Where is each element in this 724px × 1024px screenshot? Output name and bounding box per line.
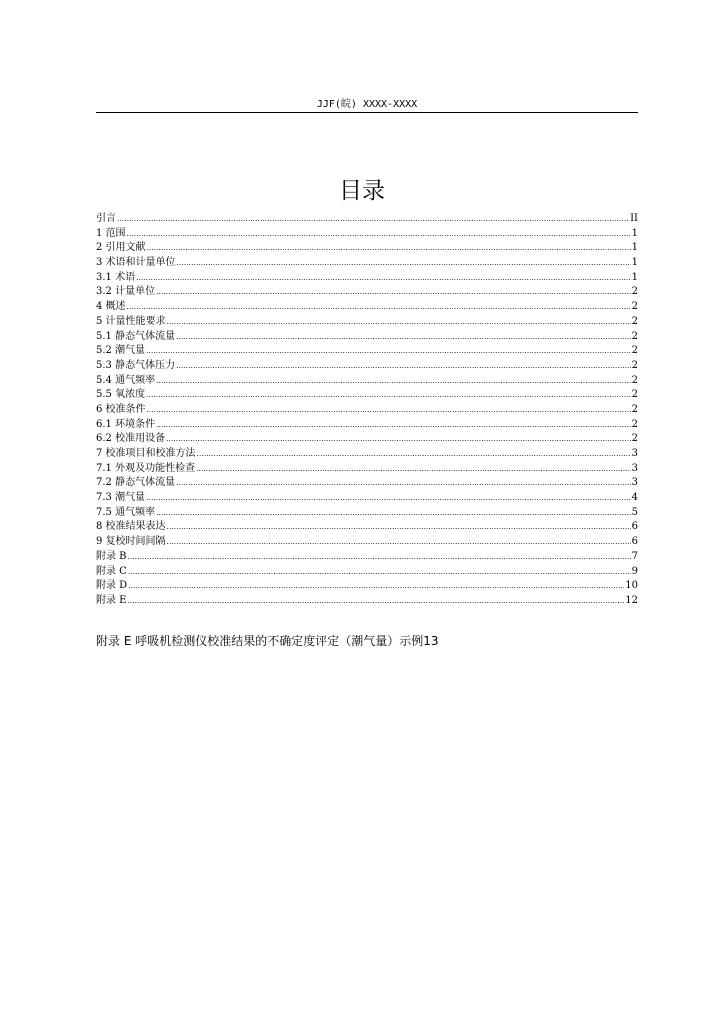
toc-entry-page-number: 2 [631,403,638,415]
toc-entry[interactable] [96,388,638,403]
toc-dot-leader [197,447,631,462]
toc-entry-label: 9 复校时间间隔 [96,536,166,548]
toc-dot-leader [167,315,631,330]
toc-entry-page-number: 4 [631,492,638,504]
toc-dot-leader [128,579,624,594]
header-document-code: JJF(皖) XXXX-XXXX [316,99,418,110]
toc-entry[interactable] [96,241,638,256]
toc-entry-page-number: 10 [625,580,638,592]
toc-dot-leader [127,594,624,609]
toc-entry-page-number: 9 [631,565,638,577]
toc-entry[interactable] [96,476,638,491]
toc-dot-leader [128,550,631,565]
toc-dot-leader [147,403,631,418]
toc-dot-leader [156,374,631,389]
toc-entry-page-number: 1 [631,227,638,239]
toc-entry-label: 引言 [96,213,116,224]
toc-entry-label: 8 校准结果表达 [96,521,166,533]
toc-dot-leader [176,359,631,374]
toc-entry-page-number: 2 [631,286,638,298]
toc-entry-page-number: 6 [631,521,638,533]
toc-entry-page-number: 1 [631,257,638,269]
toc-entry-label: 5 计量性能要求 [96,315,166,327]
toc-entry[interactable] [96,285,638,300]
toc-entry-label: 5.4 通气频率 [96,374,156,386]
toc-dot-leader [156,506,631,521]
toc-entry-label: 1 范围 [96,227,126,239]
toc-entry-label: 3.2 计量单位 [96,286,156,298]
toc-entry[interactable] [96,506,638,521]
toc-entry-page-number: 5 [631,506,638,518]
toc-dot-leader [136,271,631,286]
toc-entry[interactable] [96,315,638,330]
toc-dot-leader [167,535,631,550]
toc-entry[interactable] [96,432,638,447]
toc-entry[interactable] [96,418,638,433]
toc-entry-label: 7.3 潮气量 [96,492,146,504]
toc-entry[interactable] [96,271,638,286]
toc-entry[interactable] [96,300,638,315]
toc-entry-label: 7.5 通气频率 [96,506,156,518]
toc-entry-page-number: 2 [631,374,638,386]
toc-entry-page-number: 2 [631,359,638,371]
toc-entry-page-number: II [630,213,638,224]
toc-entry-label: 附录 C [96,565,127,577]
toc-dot-leader [166,432,631,447]
toc-entry[interactable] [96,550,638,565]
toc-entry[interactable] [96,403,638,418]
toc-entry-page-number: 3 [631,462,638,474]
toc-dot-leader [117,212,629,227]
toc-entry[interactable] [96,462,638,477]
toc-entry-label: 附录 E [96,594,127,606]
toc-entry-label: 附录 B [96,550,127,562]
toc-entry-page-number: 1 [631,242,638,254]
toc-dot-leader [167,520,631,535]
toc-entry-label: 5.5 氧浓度 [96,389,146,401]
toc-dot-leader [176,330,631,345]
toc-entry-label: 附录 D [96,580,128,592]
toc-entry[interactable] [96,227,638,242]
toc-entry-label: 5.2 潮气量 [96,345,146,357]
toc-entry[interactable] [96,359,638,374]
toc-entry[interactable] [96,256,638,271]
toc-entry-page-number: 2 [631,433,638,445]
toc-entry[interactable] [96,374,638,389]
toc-entry-label: 7 校准项目和校准方法 [96,448,196,459]
toc-entry-page-number: 12 [625,594,638,606]
toc-dot-leader [146,491,631,506]
toc-entry-label: 6.1 环境条件 [96,418,156,430]
toc-entry-page-number: 2 [631,418,638,430]
toc-list [96,212,638,609]
toc-entry-label: 5.1 静态气体流量 [96,330,176,342]
toc-entry[interactable] [96,330,638,345]
toc-entry-page-number: 3 [631,448,638,459]
toc-entry-label: 3.1 术语 [96,271,136,283]
toc-entry[interactable] [96,447,638,462]
toc-dot-leader [127,300,631,315]
toc-dot-leader [146,388,631,403]
toc-entry-label: 7.2 静态气体流量 [96,477,176,489]
toc-entry-label: 3 术语和计量单位 [96,257,176,269]
toc-entry[interactable] [96,565,638,580]
toc-entry[interactable] [96,344,638,359]
toc-entry-label: 5.3 静态气体压力 [96,359,176,371]
toc-entry[interactable] [96,594,638,609]
toc-dot-leader [147,241,631,256]
toc-dot-leader [196,462,631,477]
toc-dot-leader [156,285,631,300]
toc-entry[interactable] [96,535,638,550]
toc-entry-page-number: 1 [631,271,638,283]
toc-entry[interactable] [96,520,638,535]
toc-dot-leader [146,344,631,359]
toc-entry-page-number: 7 [631,550,638,562]
toc-entry-label: 7.1 外观及功能性检查 [96,462,196,474]
toc-dot-leader [156,418,631,433]
toc-title: 目录 [339,178,385,204]
toc-dot-leader [128,565,631,580]
toc-dot-leader [177,256,631,271]
toc-entry-page-number: 2 [631,330,638,342]
toc-entry-page-number: 2 [631,301,638,313]
toc-entry-page-number: 3 [631,477,638,489]
toc-dot-leader [176,476,631,491]
toc-entry-label: 6.2 校准用设备 [96,433,166,445]
toc-entry-page-number: 2 [631,389,638,401]
toc-extra-line: 附录 E 呼吸机检测仪校准结果的不确定度评定（潮气量）示例13 [96,634,439,648]
toc-entry[interactable] [96,212,638,227]
toc-entry-label: 6 校准条件 [96,403,146,415]
toc-dot-leader [127,227,631,242]
toc-entry-label: 2 引用文献 [96,242,146,254]
toc-entry-label: 4 概述 [96,301,126,313]
toc-entry-page-number: 2 [631,345,638,357]
toc-entry-page-number: 2 [631,315,638,327]
page-header [96,99,638,113]
toc-entry-page-number: 6 [631,536,638,548]
toc-entry[interactable] [96,579,638,594]
toc-entry[interactable] [96,491,638,506]
